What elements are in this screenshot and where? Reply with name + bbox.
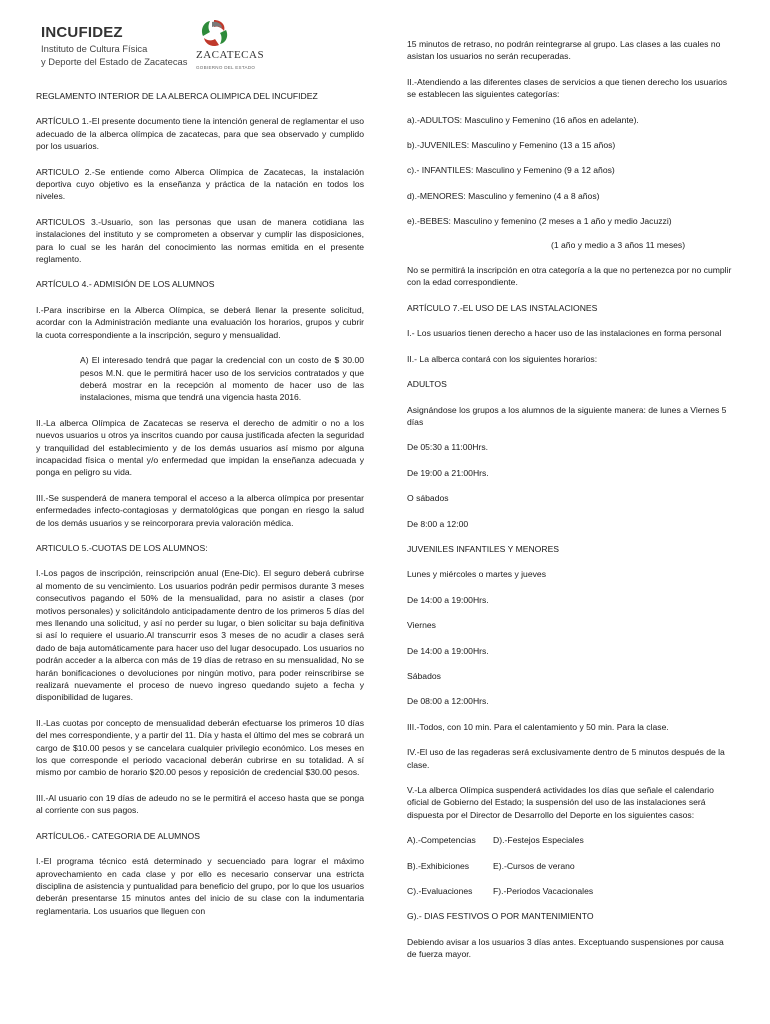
case-g-title: G).- DIAS FESTIVOS O POR MANTENIMIENTO (407, 911, 594, 922)
article-4-item-a: A) El interesado tendrá que pagar la credencial con un costo de $ 30.00 pesos M.N. que le permitirá hacer uso de los servicios contratados y que deberá mostrar en la recepción al momento de hacer uso de las instalaciones, misma que tendrá una vigencia hasta 2016. (80, 355, 364, 403)
suspension-cases-row-2 (407, 860, 735, 872)
notice-text: Debiendo avisar a los usuarios 3 días antes. Exceptuando suspensiones por causa de fuerza mayor. (407, 936, 724, 960)
org-line-2: y Deporte del Estado de Zacatecas (41, 56, 188, 67)
article-2: ARTICULO 2.-Se entiende como Alberca Olímpica de Zacatecas, la instalación deportiva cuyo objetivo es la enseñanza y práctica de la natación en todos los niveles. (36, 166, 364, 202)
article-7-section-iii: III.-Todos, con 10 min. Para el calentamiento y 50 min. Para la clase. (407, 721, 669, 732)
article-5-section-ii: II.-Las cuotas por concepto de mensualidad deberán efectuarse los primeros 10 días del mes correspondiente, y a partir del 11. Día y hasta el último del mes se cobrará un cargo de $10.00 pesos y se cancelara cualquier privilegio económico. Los meses en los que corresponde el periodo vacacional deberán cubrirse en su totalidad. A sí mismo por cambio de horario $20.00 pesos y reposición de credencial $30.00 pesos. (36, 717, 364, 778)
schedule-time-1: De 05:30 a 11:00Hrs. (407, 442, 489, 453)
logo-wordmark: ZACATECAS (196, 49, 265, 61)
schedule-time-6: De 08:00 a 12:00Hrs. (407, 696, 489, 707)
right-column (407, 0, 735, 974)
logo-tagline: GOBIERNO DEL ESTADO (196, 65, 256, 70)
case-e: E).-Cursos de verano (493, 860, 575, 871)
category-bebes: e).-BEBES: Masculino y femenino (2 meses a 1 año y medio Jacuzzi) (407, 216, 672, 227)
article-7-section-v: V.-La alberca Olímpica suspenderá actividades los días que señale el calendario oficial de Gobierno del Estado; la suspensión del uso de las instalaciones será dispuesta por el Director de Desarrollo del Deporte en los siguientes casos: (407, 785, 714, 820)
schedule-juveniles-heading: JUVENILES INFANTILES Y MENORES (407, 543, 560, 554)
case-c: C).-Evaluaciones (407, 886, 473, 897)
suspension-cases-row-1 (407, 834, 735, 846)
header (36, 0, 364, 78)
article-7-title: ARTÍCULO 7.-EL USO DE LAS INSTALACIONES (407, 302, 598, 313)
schedule-sabados: Sábados (407, 670, 441, 681)
category-adultos: a).-ADULTOS: Masculino y Femenino (16 años en adelante). (407, 114, 639, 125)
article-5-title: ARTICULO 5.-CUOTAS DE LOS ALUMNOS: (36, 542, 208, 553)
article-4-title: ARTÍCULO 4.- ADMISIÓN DE LOS ALUMNOS (36, 279, 215, 290)
article-6-section-i: I.-El programa técnico está determinado y secuenciado para lograr el máximo aprovechamiento en cada clase y por ello es necesario conservar una estricta disciplina de asistencia y puntualidad para beneficio del grupo, por lo que los usuarios deberán presentarse 15 minutos antes del inicio de su clase con la indumentaria reglamentaria. Los usuarios que lleguen con (36, 856, 364, 916)
schedule-viernes: Viernes (407, 620, 436, 631)
article-1: ARTÍCULO 1.-El presente documento tiene la intención general de reglamentar el uso adecuado de la alberca olímpica de zacatecas, para que sea observado y cumplido por los usuarios. (36, 116, 364, 152)
category-infantiles: c).- INFANTILES: Masculino y Femenino (9 a 12 años) (407, 165, 615, 176)
article-6-title: ARTÍCULO6.- CATEGORIA DE ALUMNOS (36, 830, 200, 841)
article-4-section-iii: III.-Se suspenderá de manera temporal el acceso a la alberca olímpica por presentar enfermedades infecto-contagiosas y dermatológicas que pongan en riesgo la salud de los demás usuarios y se reincorporara previa valoración médica. (36, 492, 364, 528)
left-column (36, 0, 364, 930)
suspension-cases-row-3 (407, 885, 735, 897)
org-name: INCUFIDEZ (41, 24, 123, 41)
schedule-time-3: De 8:00 a 12:00 (407, 518, 469, 529)
schedule-time-2: De 19:00 a 21:00Hrs. (407, 467, 489, 478)
article-3: ARTICULOS 3.-Usuario, son las personas que usan de manera cotidiana las instalaciones del instituto y se comprometen a observar y cumplir las disposiciones, para lo cual se les harán del conocimiento las normas emitida en el presente reglamento. (36, 216, 364, 265)
schedule-sabados-option: O sábados (407, 493, 449, 504)
article-6-section-ii: II.-Atendiendo a las diferentes clases de servicios a que tienen derecho los usuarios se establecen las siguientes categorías: (407, 76, 728, 100)
article-4-section-i: I.-Para inscribirse en la Alberca Olímpica, se deberá llenar la presente solicitud, acordar con la Administración mediante una evaluación los horarios, grupos y cubrir la cuota correspondiente a la inscripción, seguro y mensualidad. (36, 304, 364, 340)
article-5-section-iii: III.-Al usuario con 19 días de adeudo no se le permitirá el acceso hasta que se ponga al corriente con sus pagos. (36, 792, 364, 816)
schedule-time-5: De 14:00 a 19:00Hrs. (407, 645, 489, 656)
document-title: REGLAMENTO INTERIOR DE LA ALBERCA OLIMPICA DEL INCUFIDEZ (36, 91, 318, 101)
category-menores: d).-MENORES: Masculino y femenino (4 a 8 años) (407, 190, 600, 201)
category-juveniles: b).-JUVENILES: Masculino y Femenino (13 a 15 años) (407, 140, 616, 151)
case-a: A).-Competencias (407, 835, 476, 846)
org-line-1: Instituto de Cultura Física (41, 43, 148, 54)
schedule-adultos-note: Asignándose los grupos a los alumnos de la siguiente manera: de lunes a Viernes 5 días (407, 404, 727, 427)
case-d: D).-Festejos Especiales (493, 835, 584, 846)
case-f: F).-Periodos Vacacionales (493, 886, 594, 897)
category-bebes-range: (1 año y medio a 3 años 11 meses) (551, 239, 686, 250)
case-b: B).-Exhibiciones (407, 860, 470, 871)
category-restriction: No se permitirá la inscripción en otra categoría a la que no pertenezca por no cumplir con la edad correspondiente. (407, 265, 732, 288)
article-6-continuation: 15 minutos de retraso, no podrán reintegrarse al grupo. Las clases a las cuales no asistan los usuarios no serán recuperadas. (407, 39, 721, 62)
article-7-section-iv: IV.-El uso de las regaderas será exclusivamente dentro de 5 minutos después de la clase. (407, 747, 725, 770)
schedule-adultos-heading: ADULTOS (407, 379, 447, 390)
schedule-time-4: De 14:00 a 19:00Hrs. (407, 594, 489, 605)
article-7-section-i: I.- Los usuarios tienen derecho a hacer uso de las instalaciones en forma personal (407, 328, 722, 339)
article-4-section-ii: II.-La alberca Olímpica de Zacatecas se reserva el derecho de admitir o no a los nuevos usuarios u otros ya inscritos cuando por causa justificada afecten la seguridad y tranquilidad del establecimiento y de los demás usuarios así mismo por alguna incapacidad física o mental y/o enfermedad que impidan la enseñanza adecuada y ponga en peligro su vida. (36, 417, 364, 478)
org-subtitle (41, 42, 187, 68)
article-7-section-ii: II.- La alberca contará con los siguientes horarios: (407, 353, 598, 364)
schedule-days: Lunes y miércoles o martes y jueves (407, 569, 546, 580)
article-5-section-i: I.-Los pagos de inscripción, reinscripción anual (Ene-Dic). El seguro deberá cubrirse al momento de su vencimiento. Los usuarios podrán pedir permisos durante 3 meses consecutivos pagando el 50% de la mensualidad, para no asistir a clases (por motivos personales) y solicitándolo anticipadamente dentro de los primeros 5 días del mes llenando una solicitud, y así no perder su lugar, o bien solicitar su baja definitiva si así lo requiere el usuario.Al transcurrir esos 3 meses de no acudir a clases será dado de baja automáticamente para hacer uso del lugar desocupado. Los usuarios no podrán acceder a la alberca con más de 19 días de retraso en su mensualidad, No se harán bonificaciones o devoluciones por ningún motivo, para poder reinscribirse se realizará nuevamente el proceso de nuevo ingreso quedando sujeto a fecha y disponibilidad de lugares. (36, 568, 364, 703)
